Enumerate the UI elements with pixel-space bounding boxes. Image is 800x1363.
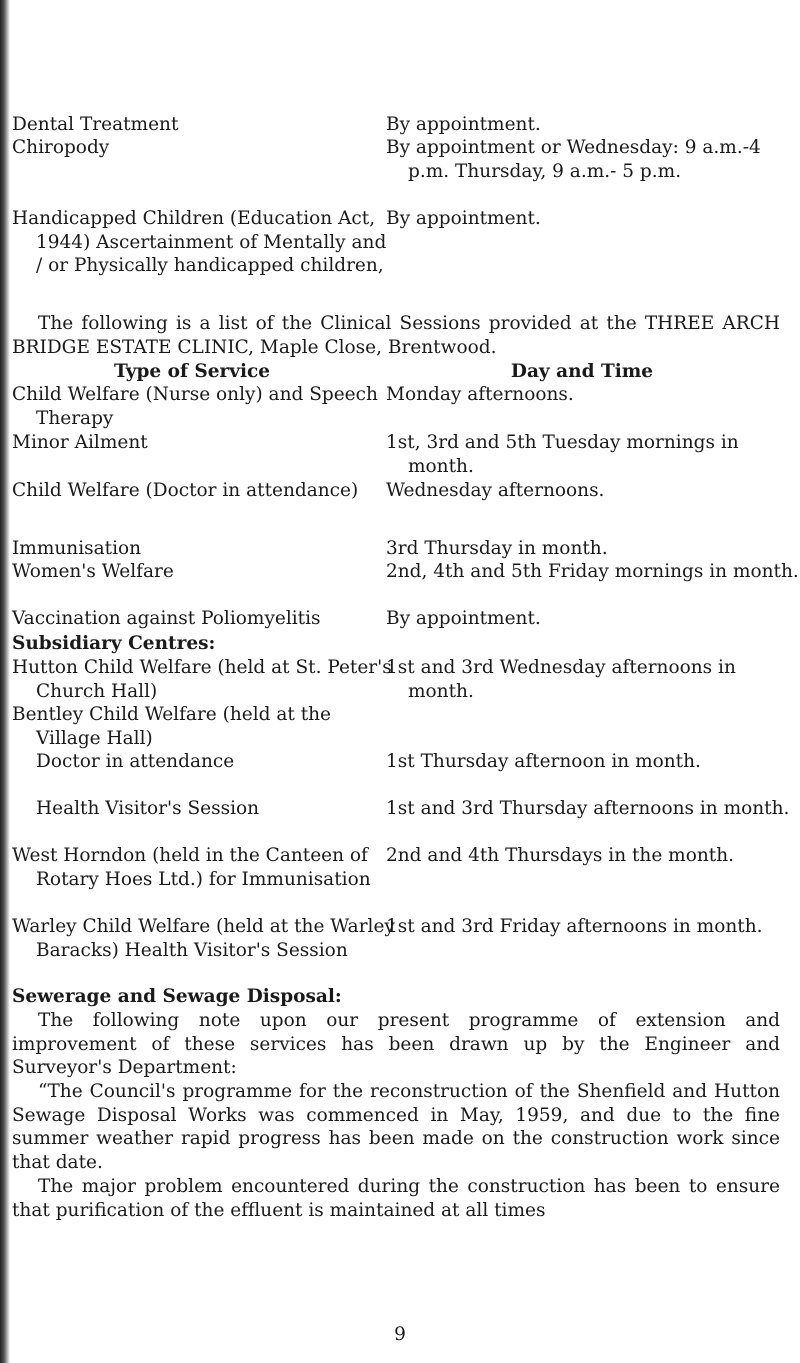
sewerage-paragraph-1: The following note upon our present programme of extension and improvement of these services has been drawn up by the Engineer and Surveyor's Department: (12, 1010, 780, 1078)
subsidiary-bentley: Bentley Child Welfare (held at the Village Hall) (12, 704, 331, 749)
subsidiary-time-doctor-attendance: 1st Thursday afternoon in month. (386, 751, 701, 772)
header-day-and-time: Day and Time (510, 361, 654, 382)
subsidiary-hutton: Hutton Child Welfare (held at St. Peter's Church Hall) (12, 657, 392, 702)
session-time-child-welfare-doctor: Wednesday afternoons. (386, 480, 605, 501)
subsidiary-west-horndon: West Horndon (held in the Canteen of Rotary Hoes Ltd.) for Immunisation (12, 845, 371, 890)
session-child-welfare-doctor: Child Welfare (Doctor in attendance) (12, 480, 359, 501)
service-handicapped: Handicapped Children (Education Act, 1944) Ascertainment of Mentally and / or Physically handicapped children, (12, 208, 387, 276)
subsidiary-time-west-horndon: 2nd and 4th Thursdays in the month. (386, 845, 734, 866)
subsidiary-health-visitor: Health Visitor's Session (36, 798, 260, 819)
session-time-womens-welfare: 2nd, 4th and 5th Friday mornings in month. (386, 561, 799, 582)
sewerage-paragraph-3: The major problem encountered during the construction has been to ensure that purification of the effluent is maintained at all times (12, 1176, 780, 1221)
subsidiary-time-health-visitor: 1st and 3rd Thursday afternoons in month. (386, 798, 790, 819)
subsidiary-time-warley: 1st and 3rd Friday afternoons in month. (386, 916, 763, 937)
time-chiropody: By appointment or Wednesday: 9 a.m.-4 p.m. Thursday, 9 a.m.- 5 p.m. (386, 137, 761, 182)
session-time-immunisation: 3rd Thursday in month. (386, 538, 608, 559)
service-chiropody: Chiropody (12, 137, 110, 158)
intro-paragraph: The following is a list of the Clinical Sessions provided at the THREE ARCH BRIDGE ESTATE CLINIC, Maple Close, Brentwood. (12, 313, 780, 358)
page-binding-edge (0, 0, 10, 1363)
subsidiary-doctor-attendance: Doctor in attendance (36, 751, 235, 772)
subsidiary-time-hutton: 1st and 3rd Wednesday afternoons in month. (386, 657, 736, 702)
session-immunisation: Immunisation (12, 538, 142, 559)
time-dental: By appointment. (386, 114, 541, 135)
session-minor-ailment: Minor Ailment (12, 432, 148, 453)
time-handicapped: By appointment. (386, 208, 541, 229)
session-time-minor-ailment: 1st, 3rd and 5th Tuesday mornings in month. (386, 432, 739, 477)
session-vaccination-polio: Vaccination against Poliomyelitis (12, 608, 321, 629)
subsidiary-warley: Warley Child Welfare (held at the Warley Baracks) Health Visitor's Session (12, 916, 395, 961)
subsidiary-heading: Subsidiary Centres: (12, 633, 216, 654)
page-number: 9 (394, 1324, 406, 1345)
service-dental: Dental Treatment (12, 114, 179, 135)
session-time-child-welfare-nurse: Monday afternoons. (386, 384, 574, 405)
session-womens-welfare: Women's Welfare (12, 561, 174, 582)
sewerage-paragraph-2: “The Council's programme for the reconstruction of the Shenfield and Hutton Sewage Disposal Works was commenced in May, 1959, and due to the fine summer weather rapid progress has been made on the construction work since that date. (12, 1081, 780, 1173)
session-child-welfare-nurse: Child Welfare (Nurse only) and Speech Therapy (12, 384, 378, 429)
sewerage-heading: Sewerage and Sewage Disposal: (12, 986, 342, 1007)
header-type-of-service: Type of Service (113, 361, 271, 382)
session-time-vaccination-polio: By appointment. (386, 608, 541, 629)
